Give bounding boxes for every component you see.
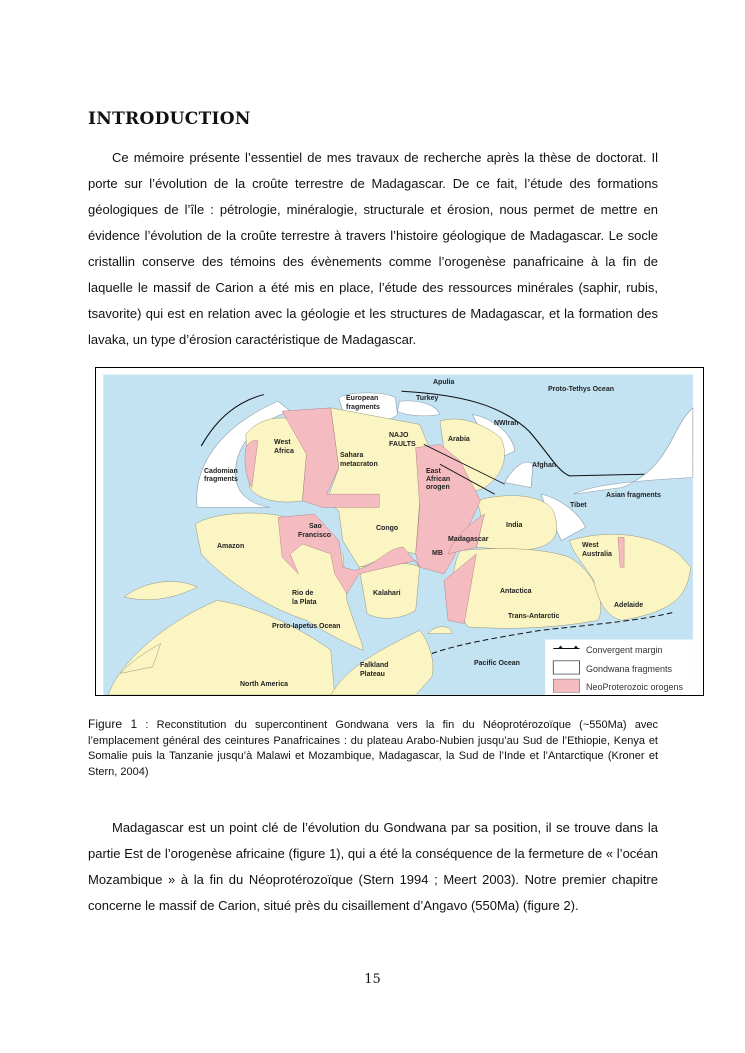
map-label: Pacific Ocean: [474, 660, 520, 667]
map-label: Francisco: [298, 532, 332, 539]
map-label: Turkey: [416, 395, 439, 402]
page-number: 15: [364, 972, 381, 987]
legend-label: NeoProterozoic orogens: [586, 682, 684, 692]
map-label: Trans-Antarctic: [508, 613, 560, 620]
map-label: FAULTS: [389, 441, 416, 448]
map-label: Cadomian fragments: [204, 468, 238, 483]
legend-label: Convergent margin: [586, 645, 663, 655]
map-label: Apulia: [433, 379, 455, 386]
body-paragraph: [88, 815, 658, 919]
map-label: Kalahari: [373, 590, 401, 597]
map-label: Proto-Iapetus Ocean: [272, 623, 341, 630]
map-label: Antactica: [500, 588, 532, 595]
caption-label: Figure 1: [88, 717, 138, 731]
section-heading: INTRODUCTION: [88, 109, 251, 129]
map-label: la Plata: [292, 599, 317, 606]
map-label: Africa: [274, 448, 294, 455]
map-label: Madagascar: [448, 536, 489, 543]
map-label: East African orogen: [426, 468, 451, 491]
legend-label: Gondwana fragments: [586, 664, 673, 674]
map-label: Falkland: [360, 662, 389, 669]
figure-caption: [88, 717, 658, 780]
caption-text: : Reconstitution du supercontinent Gondwana vers la fin du Néoprotérozoïque (~550Ma) avec l’emplacement général des ceintures Panafricaines : du plateau Arabo-Nubien jusqu’au Sud de l’Ethiopie, Kenya et Somalie puis la Tanzanie jusqu’à Malawi et Mozambique, Madagascar, la Sud de l’Inde et l’Antarctique (Kroner et Stern, 2004): [88, 719, 658, 778]
fragment-swatch: [553, 661, 579, 674]
map-label: Plateau: [360, 671, 385, 678]
map-label: Arabia: [448, 436, 470, 443]
map-label: North America: [240, 681, 288, 688]
orogen-swatch: [553, 679, 579, 692]
map-label: Sahara: [340, 452, 364, 459]
map-label: West: [274, 439, 291, 446]
map-label: Tibet: [570, 502, 587, 509]
map-label: NWIran: [494, 420, 519, 427]
map-label: European: [346, 395, 379, 402]
intro-paragraph: [88, 145, 658, 353]
map-label: Proto-Tethys Ocean: [548, 386, 614, 393]
map-label: Sao: [309, 523, 322, 530]
map-label: Amazon: [217, 543, 245, 550]
gondwana-map-figure: [95, 367, 704, 696]
map-label: Congo: [376, 525, 399, 532]
map-label: Rio de: [292, 590, 314, 597]
paragraph-text: Ce mémoire présente l’essentiel de mes travaux de recherche après la thèse de doctorat. Il porte sur l’évolution de la croûte terrestre de Madagascar. De ce fait, l’étude des formations géologiques de l’île : pétrologie, minéralogie, structurale et érosion, nous permet de mettre en évidence l’évolution de la croûte terrestre à travers l’histoire géologique de Madagascar. Le socle cristallin conserve des témoins des évènements comme l’orogenèse panafricaine à la fin de laquelle le massif de Carion a été mis en place, l’étude des ressources minérales (saphir, rubis, tsavorite) qui est en relation avec la géologie et les structures de Madagascar, et la formation des lavaka, un type d’érosion caractéristique de Madagascar.: [88, 150, 658, 347]
map-label: Adelaide: [614, 602, 644, 609]
map-label: NAJO: [389, 432, 409, 439]
map-label: India: [506, 522, 523, 529]
map-label: MB: [432, 550, 443, 557]
map-label: Asian fragments: [606, 492, 661, 499]
map-label: West: [582, 542, 599, 549]
map-label: Australia: [582, 551, 612, 558]
paragraph-text: Madagascar est un point clé de l’évolution du Gondwana par sa position, il se trouve dans la partie Est de l’orogenèse africaine (figure 1), qui a été la conséquence de la fermeture de « l’océan Mozambique » à la fin du Néoprotérozoïque (Stern 1994 ; Meert 2003). Notre premier chapitre concerne le massif de Carion, situé près du cisaillement d’Angavo (550Ma) (figure 2).: [88, 820, 658, 913]
map-label: metacraton: [340, 461, 378, 468]
map-label: Afghan: [532, 462, 557, 469]
map-label: fragments: [346, 404, 380, 411]
